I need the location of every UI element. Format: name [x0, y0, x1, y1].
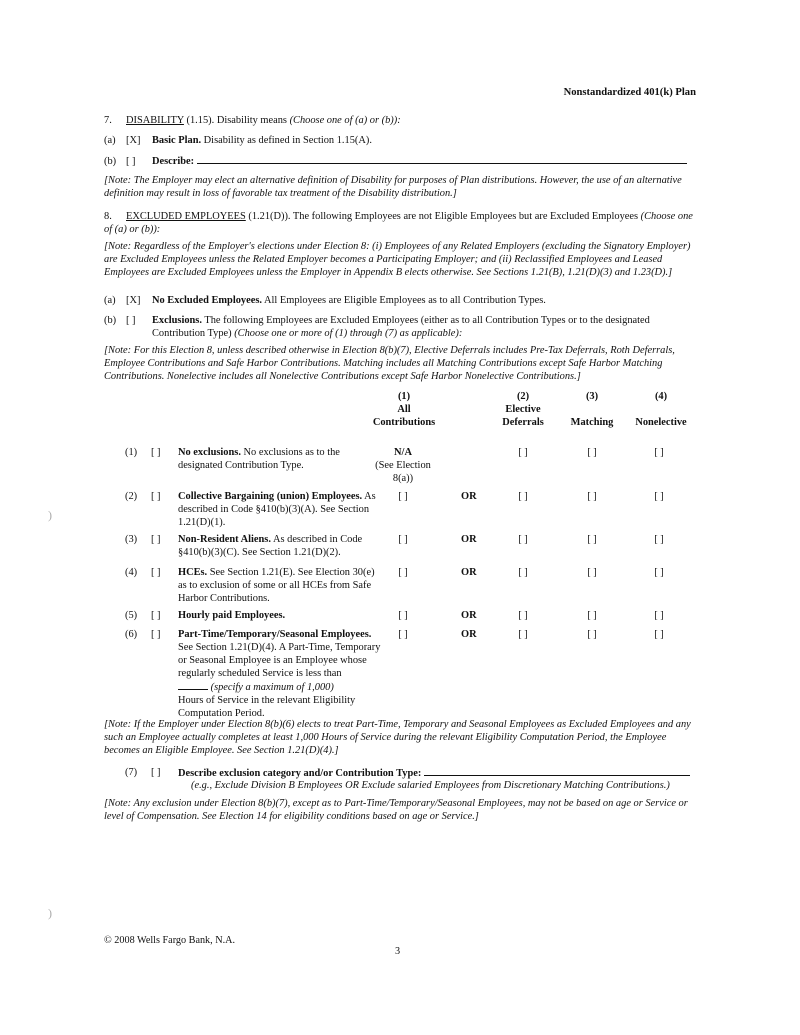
scan-mark: ): [48, 508, 52, 522]
col-label: Matching: [570, 417, 614, 428]
col-label: All: [397, 404, 411, 415]
row-checkbox[interactable]: [ ]: [151, 567, 161, 578]
row-number: (7): [125, 767, 138, 778]
row-description: [178, 566, 383, 605]
checkbox-8a[interactable]: [X]: [126, 295, 141, 306]
checkbox-nonelective[interactable]: [ ]: [654, 447, 664, 458]
row-checkbox[interactable]: [ ]: [151, 767, 161, 778]
checkbox-all[interactable]: [ ]: [398, 491, 408, 502]
section-text: Disability means: [214, 115, 290, 126]
row-description: [178, 628, 388, 720]
checkbox-matching[interactable]: [ ]: [587, 567, 597, 578]
checkbox-nonelective[interactable]: [ ]: [654, 610, 664, 621]
row-description: [178, 533, 383, 559]
col-num: (3): [585, 391, 599, 402]
row-description: [178, 446, 383, 472]
example-text: (e.g., Exclude Division B Employees OR Exclude salaried Employees from Discretionary Matching Contributions.): [191, 780, 670, 791]
note-8-1: [Note: Regardless of the Employer's elections under Election 8: (i) Employees of any Related Employers (excluding the Signatory Employer) are Excluded Employees unless the Related Employer becomes a Participating Employer; and (ii) Reclassified Employees and Leased Employees are Excluded Employees unless the Employer in Appendix B elects otherwise. See Sections 1.21(B), 1.21(D)(3) and 1.23(D).]: [104, 241, 691, 278]
section-title: EXCLUDED EMPLOYEES: [126, 211, 246, 222]
page-number: 3: [395, 946, 401, 957]
section-ref: (1.21(D)).: [245, 211, 291, 222]
option-label: (b): [104, 315, 117, 326]
row-text: As described in Code §410(b)(3)(C). See Section 1.21(D)(2).: [178, 534, 363, 558]
checkbox-nonelective[interactable]: [ ]: [654, 629, 664, 640]
row-text-continued: Hours of Service in the relevant Eligibility Computation Period.: [178, 695, 356, 719]
col-header-nonelective: [627, 390, 695, 429]
option-7b: [104, 154, 694, 168]
checkbox-matching[interactable]: [ ]: [587, 447, 597, 458]
row-text: As described in Code §410(b)(3)(A). See Section 1.21(D)(1).: [178, 491, 376, 528]
col-label: Contributions: [372, 417, 436, 428]
row-text: No exclusions as to the designated Contribution Type.: [178, 447, 340, 471]
option-text: Disability as defined in Section 1.15(A).: [201, 135, 372, 146]
checkbox-all[interactable]: [ ]: [398, 610, 408, 621]
checkbox-all[interactable]: [ ]: [398, 629, 408, 640]
option-text: All Employees are Eligible Employees as to all Contribution Types.: [261, 295, 546, 306]
footer-copyright: © 2008 Wells Fargo Bank, N.A.: [104, 935, 236, 946]
row-title: Hourly paid Employees.: [178, 610, 286, 621]
section-8-heading: [104, 210, 696, 236]
checkbox-elective[interactable]: [ ]: [518, 629, 528, 640]
checkbox-8b[interactable]: [ ]: [126, 315, 136, 326]
col-header-all: [368, 390, 440, 429]
option-label: (b): [104, 156, 117, 167]
section-number: 7.: [104, 115, 112, 126]
note-8-2: [Note: For this Election 8, unless described otherwise in Election 8(b)(7), Elective Deferrals includes Pre-Tax Deferrals, Roth Deferrals, Employee Contributions and Safe Harbor Contributions. Matching includes all Matching Contributions except Safe Harbor Matching Contributions. Nonelective includes all Nonelective Contributions except Safe Harbor Nonelective Contributions.]: [104, 345, 675, 382]
option-8a: [104, 294, 694, 307]
option-label: (a): [104, 135, 116, 146]
choose-instruction: (Choose one or more of (1) through (7) as applicable):: [234, 328, 463, 339]
checkbox-nonelective[interactable]: [ ]: [654, 534, 664, 545]
row-checkbox[interactable]: [ ]: [151, 447, 161, 458]
row-checkbox[interactable]: [ ]: [151, 534, 161, 545]
checkbox-matching[interactable]: [ ]: [587, 610, 597, 621]
row-number: (1): [125, 447, 138, 458]
row-text: See Section 1.21(E). See Election 30(e) as to exclusion of some or all HCEs from Safe Harbor Contributions.: [178, 567, 375, 604]
note-8-4: [Note: Any exclusion under Election 8(b)(7), except as to Part-Time/Temporary/Seasonal Employees, may not be based on age or Service or level of Compensation. See Election 14 for eligibility conditions based on age or Service.]: [104, 798, 688, 822]
col-header-elective: [488, 390, 558, 429]
row-title: HCEs.: [178, 567, 208, 578]
row-checkbox[interactable]: [ ]: [151, 491, 161, 502]
checkbox-elective[interactable]: [ ]: [518, 447, 528, 458]
col-num: (4): [654, 391, 668, 402]
cell-na: N/A: [394, 447, 412, 458]
row-description: [178, 766, 698, 780]
checkbox-elective[interactable]: [ ]: [518, 567, 528, 578]
row-checkbox[interactable]: [ ]: [151, 610, 161, 621]
cell-all: [373, 446, 433, 485]
or-label: OR: [461, 610, 477, 621]
note-8-3: [Note: If the Employer under Election 8(b)(6) elects to treat Part-Time, Temporary and Seasonal Employees as Excluded Employees and any such an Employee actually completes at least 1,000 Hours of Service during the relevant Eligibility Computation Period, the Employee becomes an Eligible Employee. See Section 1.21(D)(4).]: [104, 719, 691, 756]
row-number: (2): [125, 491, 138, 502]
option-title: Describe:: [152, 156, 195, 167]
row-title: Non-Resident Aliens.: [178, 534, 271, 545]
checkbox-matching[interactable]: [ ]: [587, 491, 597, 502]
row-text: See Section 1.21(D)(4). A Part-Time, Temporary or Seasonal Employee is an Employee whose regularly scheduled Service is less than: [178, 642, 381, 679]
section-text: The following Employees are not Eligible Employees but are Excluded Employees: [290, 211, 641, 222]
checkbox-matching[interactable]: [ ]: [587, 629, 597, 640]
row-number: (6): [125, 629, 138, 640]
hours-fill-line[interactable]: [178, 680, 208, 690]
checkbox-elective[interactable]: [ ]: [518, 491, 528, 502]
note-7: [Note: The Employer may elect an alternative definition of Disability for purposes of Plan distributions. However, the use of an alternative definition may result in loss of favorable tax treatment of the Disability distribution.]: [104, 175, 682, 199]
row-description: [178, 490, 383, 529]
row-title: Collective Bargaining (union) Employees.: [178, 491, 363, 502]
checkbox-matching[interactable]: [ ]: [587, 534, 597, 545]
checkbox-all[interactable]: [ ]: [398, 567, 408, 578]
option-title: No Excluded Employees.: [152, 295, 262, 306]
row-title: Describe exclusion category and/or Contribution Type:: [178, 768, 422, 779]
checkbox-7a[interactable]: [X]: [126, 135, 141, 146]
checkbox-7b[interactable]: [ ]: [126, 156, 136, 167]
option-8b-text: [152, 314, 696, 340]
option-8b-label: [104, 314, 152, 327]
row-number: (5): [125, 610, 138, 621]
checkbox-nonelective[interactable]: [ ]: [654, 491, 664, 502]
col-header-matching: [560, 390, 624, 429]
choose-instruction: (Choose one of (a) or (b)):: [104, 211, 693, 235]
option-7a: [104, 134, 694, 147]
or-label: OR: [461, 629, 477, 640]
section-title: DISABILITY: [126, 115, 184, 126]
row-number: (3): [125, 534, 138, 545]
row-number: (4): [125, 567, 138, 578]
choose-instruction: (Choose one of (a) or (b)):: [289, 115, 401, 126]
or-label: OR: [461, 567, 477, 578]
section-ref: (1.15).: [183, 115, 215, 126]
col-label: Elective: [505, 404, 541, 415]
scan-mark: ): [48, 906, 52, 920]
option-title: Exclusions.: [152, 315, 202, 326]
describe-fill-line[interactable]: [424, 766, 690, 776]
checkbox-all[interactable]: [ ]: [398, 534, 408, 545]
section-7-heading: [104, 114, 694, 127]
col-num: (2): [516, 391, 530, 402]
describe-fill-line[interactable]: [197, 154, 687, 164]
option-label: (a): [104, 295, 116, 306]
cell-note: (See Election 8(a)): [375, 460, 431, 484]
col-label: [627, 403, 695, 416]
col-num: (1): [397, 391, 411, 402]
checkbox-nonelective[interactable]: [ ]: [654, 567, 664, 578]
section-number: 8.: [104, 211, 112, 222]
row-checkbox[interactable]: [ ]: [151, 629, 161, 640]
or-label: OR: [461, 534, 477, 545]
row-description: [178, 609, 383, 622]
checkbox-elective[interactable]: [ ]: [518, 534, 528, 545]
option-title: Basic Plan.: [152, 135, 202, 146]
col-label: Deferrals: [502, 417, 544, 428]
specify-hint: (specify a maximum of 1,000): [210, 682, 334, 693]
row-title: Part-Time/Temporary/Seasonal Employees.: [178, 629, 372, 640]
col-label: [560, 403, 624, 416]
or-label: OR: [461, 491, 477, 502]
row-title: No exclusions.: [178, 447, 241, 458]
checkbox-elective[interactable]: [ ]: [518, 610, 528, 621]
option-text: The following Employees are Excluded Employees (either as to all Contribution Types or to the designated Contribution Type): [152, 315, 650, 339]
page-header: Nonstandardized 401(k) Plan: [563, 87, 696, 98]
col-label: Nonelective: [635, 417, 687, 428]
